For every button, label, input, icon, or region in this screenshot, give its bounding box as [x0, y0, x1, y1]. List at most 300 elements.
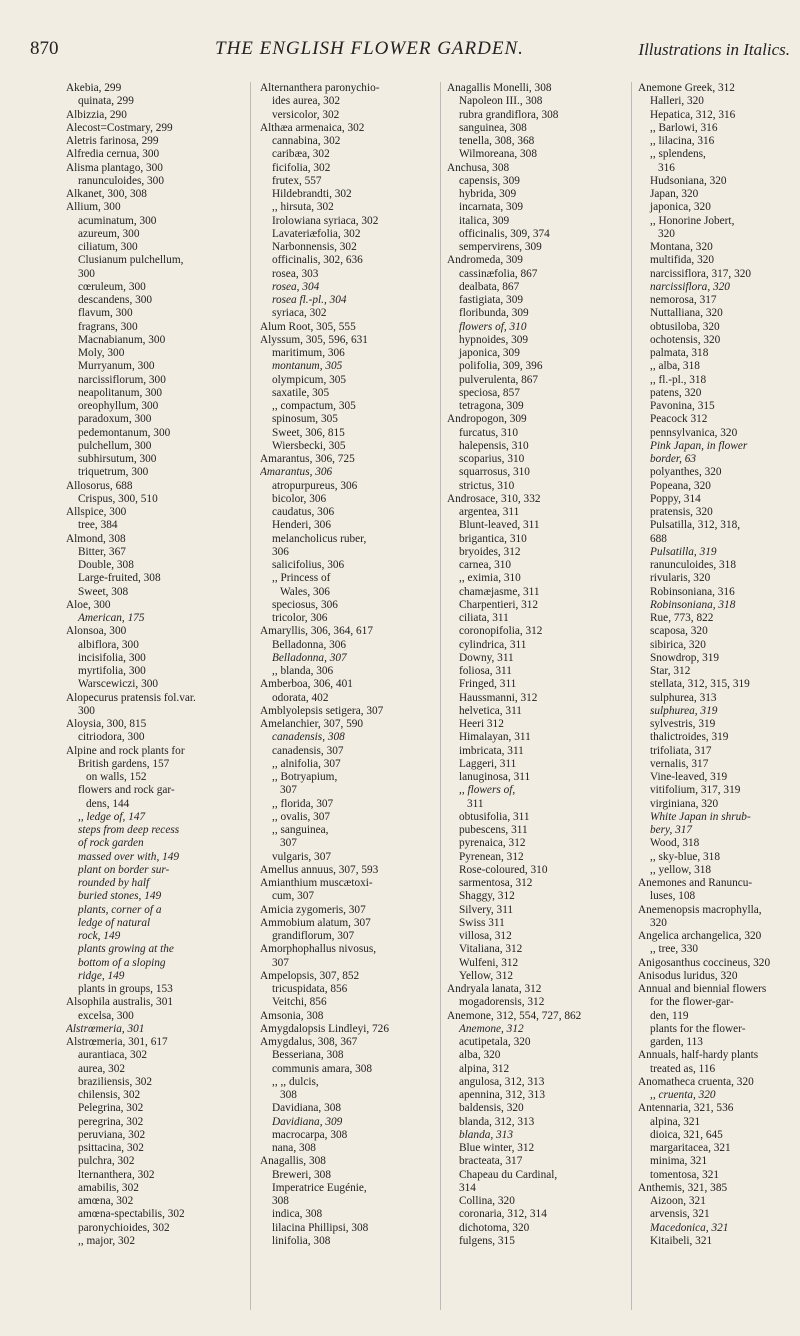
index-entry: peruviana, 302	[78, 1128, 146, 1141]
index-entry: ,, fl.-pl., 318	[650, 373, 707, 386]
index-entry: Aloysia, 300, 815	[66, 718, 147, 730]
index-entry: border, 63	[650, 453, 697, 465]
index-entry: saxatile, 305	[272, 386, 330, 399]
index-entry: odorata, 402	[272, 691, 329, 704]
index-entry: Narbonnensis, 302	[272, 241, 357, 253]
index-entry: acutipetala, 320	[459, 1036, 531, 1048]
index-entry: tricolor, 306	[272, 612, 328, 624]
index-entry: flowers and rock gar-	[78, 784, 175, 797]
index-entry: obtusifolia, 311	[459, 810, 530, 823]
index-entry: Davidiana, 308	[272, 1102, 342, 1115]
index-entry: spinosum, 305	[272, 413, 338, 426]
index-entry: aurea, 302	[78, 1062, 126, 1075]
index-entry: ,, sky-blue, 318	[650, 850, 720, 863]
index-entry: sarmentosa, 312	[459, 877, 533, 889]
index-entry: Anagallis Monelli, 308	[447, 82, 552, 94]
index-entry: Anemone, 312	[459, 1022, 524, 1035]
index-column-1	[66, 82, 241, 1248]
index-entry: Rose-coloured, 310	[459, 863, 548, 876]
index-entry: Amicia zygomeris, 307	[260, 903, 366, 916]
index-entry: amabilis, 302	[78, 1181, 139, 1194]
index-entry: ,, alnifolia, 307	[272, 757, 341, 770]
index-entry: Nuttalliana, 320	[650, 307, 723, 320]
index-entry: carnea, 310	[459, 559, 512, 571]
index-entry: Amarantus, 306, 725	[260, 453, 355, 465]
index-entry: Collina, 320	[459, 1195, 515, 1207]
index-entry: ciliatum, 300	[78, 241, 138, 253]
index-entry: 311	[467, 797, 484, 810]
index-entry: chamæjasme, 311	[459, 585, 540, 598]
index-entry: Amarantus, 306	[260, 466, 333, 479]
index-entry: bryoides, 312	[459, 545, 521, 558]
index-entry: 307	[272, 956, 289, 969]
index-entry: Shaggy, 312	[459, 890, 515, 903]
index-entry: Large-fruited, 308	[78, 572, 161, 585]
index-entry: ledge of natural	[78, 916, 151, 929]
index-entry: Belladonna, 306	[272, 638, 347, 651]
index-entry: Sweet, 306, 815	[272, 426, 345, 439]
index-entry: multifida, 320	[650, 254, 715, 267]
index-entry: sanguinea, 308	[459, 121, 527, 134]
index-entry: ,, sanguinea,	[272, 824, 329, 836]
index-entry: communis amara, 308	[272, 1062, 373, 1075]
index-entry: villosa, 312	[459, 930, 512, 942]
index-entry: Chapeau du Cardinal,	[459, 1168, 558, 1181]
index-entry: Ampelopsis, 307, 852	[260, 969, 360, 982]
index-entry: Amorphophallus nivosus,	[260, 943, 377, 956]
index-entry: narcissiflorum, 300	[78, 373, 166, 386]
index-entry: Macedonica, 321	[650, 1221, 729, 1234]
index-entry: plants in groups, 153	[78, 983, 173, 995]
index-entry: Wiersbecki, 305	[272, 439, 346, 452]
index-entry: aurantiaca, 302	[78, 1049, 148, 1062]
index-entry: ,, yellow, 318	[650, 863, 712, 876]
index-entry: Breweri, 308	[272, 1168, 331, 1181]
index-entry: Vitaliana, 312	[459, 943, 523, 956]
index-entry: nemorosa, 317	[650, 294, 717, 306]
index-entry: ochotensis, 320	[650, 333, 721, 346]
index-entry: salicifolius, 306	[272, 559, 345, 571]
index-entry: fulgens, 315	[459, 1234, 515, 1247]
index-entry: triquetrum, 300	[78, 466, 149, 479]
index-entry: Anemone Greek, 312	[638, 82, 735, 94]
index-entry: ,, Princess of	[272, 572, 331, 585]
index-entry: Pelegrina, 302	[78, 1102, 144, 1115]
index-entry: 300	[78, 267, 95, 280]
index-entry: Blunt-leaved, 311	[459, 519, 540, 532]
section-note: Illustrations in Italics.	[638, 40, 790, 59]
index-entry: White Japan in shrub-	[650, 810, 751, 823]
index-entry: plants growing at the	[78, 943, 174, 956]
index-entry: cassinæfolia, 867	[459, 267, 538, 280]
index-entry: 307	[280, 837, 297, 850]
index-entry: 308	[272, 1195, 289, 1207]
index-entry: speciosa, 857	[459, 386, 520, 399]
index-entry: Pavonina, 315	[650, 400, 715, 412]
index-entry: 306	[272, 545, 289, 558]
index-entry: Davidiana, 309	[272, 1115, 343, 1128]
index-entry: ,, hirsuta, 302	[272, 201, 334, 214]
index-entry: ridge, 149	[78, 969, 125, 982]
index-entry: Wales, 306	[280, 585, 330, 598]
index-entry: 300	[78, 704, 95, 717]
index-entry: myrtifolia, 300	[78, 665, 146, 677]
index-entry: 308	[280, 1089, 297, 1101]
index-entry: alba, 320	[459, 1049, 501, 1062]
index-entry: sulphurea, 319	[650, 704, 718, 717]
index-entry: Robinsoniana, 316	[650, 585, 735, 598]
index-entry: rubra grandiflora, 308	[459, 108, 559, 121]
index-entry: Akebia, 299	[66, 82, 122, 94]
index-entry: Anomatheca cruenta, 320	[638, 1075, 754, 1088]
index-entry: Japan, 320	[650, 188, 699, 200]
index-entry: patens, 320	[650, 386, 702, 399]
index-entry: oreophyllum, 300	[78, 400, 159, 412]
index-entry: fastigiata, 309	[459, 294, 523, 306]
index-entry: Hepatica, 312, 316	[650, 108, 736, 121]
index-entry: Alyssum, 305, 596, 631	[260, 333, 368, 346]
index-entry: vulgaris, 307	[272, 850, 331, 863]
index-entry: arvensis, 321	[650, 1208, 710, 1221]
index-entry: buried stones, 149	[78, 890, 162, 903]
index-entry: subhirsutum, 300	[78, 453, 157, 465]
index-entry: incisifolia, 300	[78, 651, 146, 664]
index-entry: hybrida, 309	[459, 188, 517, 200]
index-entry: virginiana, 320	[650, 797, 719, 810]
index-entry: Murryanum, 300	[78, 360, 155, 373]
index-entry: Sweet, 308	[78, 585, 129, 598]
index-entry: Crispus, 300, 510	[78, 492, 158, 505]
index-entry: blanda, 313	[459, 1128, 513, 1141]
index-entry: Althæa armenaica, 302	[260, 121, 365, 134]
index-entry: rounded by half	[78, 877, 150, 889]
index-entry: macrocarpa, 308	[272, 1128, 348, 1141]
index-entry: rosea fl.-pl., 304	[272, 294, 347, 306]
index-entry: officinalis, 309, 374	[459, 227, 550, 240]
index-entry: Besseriana, 308	[272, 1049, 344, 1062]
index-entry: 320	[650, 916, 667, 929]
index-entry: ,, cruenta, 320	[650, 1089, 716, 1101]
index-entry: Andryala lanata, 312	[447, 983, 542, 995]
index-entry: Napoleon III., 308	[459, 95, 543, 108]
index-entry: apennina, 312, 313	[459, 1089, 545, 1101]
index-entry: massed over with, 149	[78, 850, 180, 863]
running-title: THE ENGLISH FLOWER GARDEN.	[215, 38, 524, 59]
index-entry: Alstrœmeria, 301, 617	[66, 1036, 168, 1048]
index-entry: Andromeda, 309	[447, 254, 523, 267]
index-entry: ,, Botryapium,	[272, 771, 338, 783]
index-entry: cylindrica, 311	[459, 638, 527, 651]
index-entry: plants for the flower-	[650, 1022, 746, 1035]
index-entry: ,, ,, dulcis,	[272, 1075, 319, 1088]
index-entry: tetragona, 309	[459, 400, 524, 412]
index-entry: sibirica, 320	[650, 638, 706, 651]
index-entry: indica, 308	[272, 1208, 323, 1221]
index-entry: Alfredia cernua, 300	[66, 148, 160, 161]
index-entry: Halleri, 320	[650, 95, 704, 108]
index-entry: pratensis, 320	[650, 506, 713, 518]
index-entry: hypnoides, 309	[459, 333, 529, 346]
index-entry: blanda, 312, 313	[459, 1115, 535, 1128]
index-entry: ,, Barlowi, 316	[650, 121, 718, 134]
index-entry: bracteata, 317	[459, 1155, 523, 1168]
index-entry: Anthemis, 321, 385	[638, 1181, 728, 1194]
index-entry: Hudsoniana, 320	[650, 174, 727, 187]
index-entry: atropurpureus, 306	[272, 479, 358, 492]
index-entry: Aizoon, 321	[650, 1195, 706, 1207]
index-entry: polifolia, 309, 396	[459, 360, 543, 373]
index-entry: rosea, 303	[272, 267, 319, 280]
index-entry: Lavateriæfolia, 302	[272, 227, 361, 240]
index-entry: Amelanchier, 307, 590	[260, 718, 364, 730]
index-entry: lanuginosa, 311	[459, 771, 531, 783]
index-entry: Alstrœmeria, 301	[66, 1022, 145, 1035]
index-entry: garden, 113	[650, 1036, 703, 1048]
index-entry: plant on border sur-	[78, 863, 170, 876]
index-entry: rosea, 304	[272, 280, 320, 293]
index-entry: Alsophila australis, 301	[66, 996, 173, 1009]
index-entry: Amsonia, 308	[260, 1009, 324, 1022]
index-entry: olympicum, 305	[272, 373, 347, 386]
index-entry: sulphurea, 313	[650, 691, 717, 704]
index-entry: cœruleum, 300	[78, 280, 146, 293]
index-entry: Yellow, 312	[459, 969, 513, 982]
index-entry: fragrans, 300	[78, 320, 138, 333]
index-entry: pulchellum, 300	[78, 439, 152, 452]
index-entry: ,, blanda, 306	[272, 665, 334, 677]
index-entry: japonica, 309	[459, 347, 520, 359]
index-column-2	[260, 82, 432, 1248]
index-entry: helvetica, 311	[459, 704, 522, 717]
index-column-3	[447, 82, 625, 1248]
index-entry: Annuals, half-hardy plants	[638, 1049, 759, 1062]
index-entry: Wilmoreana, 308	[459, 148, 537, 161]
index-entry: Allium, 300	[66, 201, 121, 214]
index-entry: narcissiflora, 317, 320	[650, 267, 752, 280]
index-entry: sempervirens, 309	[459, 241, 542, 253]
index-entry: argentea, 311	[459, 506, 520, 518]
index-entry: baldensis, 320	[459, 1102, 524, 1115]
index-entry: flavum, 300	[78, 307, 133, 320]
index-entry: Alisma plantago, 300	[66, 161, 163, 174]
index-entry: paradoxum, 300	[78, 413, 152, 426]
index-entry: 316	[658, 161, 675, 174]
index-entry: Ammobium alatum, 307	[260, 916, 371, 929]
index-entry: bottom of a sloping	[78, 956, 166, 969]
index-entry: syriaca, 302	[272, 307, 327, 320]
index-entry: Wood, 318	[650, 837, 700, 850]
index-entry: Amellus annuus, 307, 593	[260, 863, 379, 876]
index-entry: Poppy, 314	[650, 492, 701, 505]
index-entry: Amblyolepsis setigera, 307	[260, 704, 384, 717]
index-entry: Downy, 311	[459, 651, 514, 664]
index-entry: Anisodus luridus, 320	[638, 969, 738, 982]
index-entry: coronaria, 312, 314	[459, 1208, 547, 1221]
index-entry: Aloe, 300	[66, 598, 111, 611]
index-entry: scoparius, 310	[459, 453, 525, 465]
index-column-4	[638, 82, 793, 1248]
index-entry: Pulsatilla, 319	[650, 545, 717, 558]
index-entry: 688	[650, 532, 667, 545]
index-entry: Andropogon, 309	[447, 413, 527, 426]
index-entry: maritimum, 306	[272, 347, 345, 359]
index-entry: Pulsatilla, 312, 318,	[650, 519, 741, 532]
index-entry: 307	[280, 784, 297, 797]
index-entry: Wulfeni, 312	[459, 956, 519, 969]
index-entry: cum, 307	[272, 890, 315, 903]
index-entry: ,, ledge of, 147	[78, 810, 146, 823]
index-entry: Amaryllis, 306, 364, 617	[260, 625, 373, 638]
index-entry: Anemones and Ranuncu-	[638, 877, 753, 889]
index-entry: den, 119	[650, 1009, 689, 1022]
index-entry: Amygdalus, 308, 367	[260, 1036, 358, 1048]
index-entry: dealbata, 867	[459, 280, 520, 293]
index-entry: steps from deep recess	[78, 824, 180, 836]
index-entry: Swiss 311	[459, 916, 505, 929]
index-entry: ,, alba, 318	[650, 360, 700, 373]
index-entry: italica, 309	[459, 214, 510, 227]
index-entry: Star, 312	[650, 665, 691, 677]
index-entry: Rue, 773, 822	[650, 612, 714, 624]
index-entry: frutex, 557	[272, 174, 322, 187]
index-entry: dioica, 321, 645	[650, 1128, 723, 1141]
index-entry: Androsace, 310, 332	[447, 492, 541, 505]
index-entry: Haussmanni, 312	[459, 691, 538, 704]
index-entry: Charpentieri, 312	[459, 598, 539, 611]
index-entry: vitifolium, 317, 319	[650, 784, 741, 797]
index-entry: treated as, 116	[650, 1062, 716, 1075]
index-entry: Anchusa, 308	[447, 161, 510, 174]
index-entry: Silvery, 311	[459, 903, 514, 916]
index-entry: Bitter, 367	[78, 545, 126, 558]
index-entry: Allosorus, 688	[66, 479, 133, 492]
index-entry: Vine-leaved, 319	[650, 771, 728, 783]
index-entry: bicolor, 306	[272, 492, 327, 505]
index-entry: ciliata, 311	[459, 612, 509, 624]
index-entry: caribæa, 302	[272, 148, 330, 161]
index-entry: incarnata, 309	[459, 201, 523, 214]
index-entry: citriodora, 300	[78, 731, 145, 744]
index-entry: pyrenaica, 312	[459, 837, 526, 850]
index-entry: neapolitanum, 300	[78, 386, 163, 399]
index-entry: ,, splendens,	[650, 148, 706, 161]
index-entry: alpina, 321	[650, 1115, 701, 1128]
index-entry: American, 175	[78, 612, 145, 624]
index-entry: Anemenopsis macrophylla,	[638, 903, 762, 916]
index-entry: Aletris farinosa, 299	[66, 135, 159, 147]
index-entry: of rock garden	[78, 837, 144, 850]
index-entry: Alonsoa, 300	[66, 625, 127, 638]
index-entry: Anagallis, 308	[260, 1155, 326, 1168]
index-entry: Amberboa, 306, 401	[260, 678, 353, 691]
index-entry: tenella, 308, 368	[459, 135, 535, 147]
index-entry: scaposa, 320	[650, 625, 708, 638]
index-entry: for the flower-gar-	[650, 996, 734, 1009]
index-entry: foliosa, 311	[459, 665, 512, 677]
index-entry: 320	[658, 227, 675, 240]
column-divider	[250, 82, 251, 1310]
index-entry: melancholicus ruber,	[272, 532, 367, 545]
index-entry: ,, flowers of,	[459, 784, 516, 797]
index-entry: capensis, 309	[459, 174, 520, 187]
index-entry: polyanthes, 320	[650, 466, 722, 479]
index-entry: plants, corner of a	[78, 903, 162, 916]
index-entry: tomentosa, 321	[650, 1168, 720, 1181]
index-entry: versicolor, 302	[272, 108, 340, 121]
index-entry: 314	[459, 1181, 476, 1194]
index-entry: Anemone, 312, 554, 727, 862	[447, 1009, 582, 1022]
index-entry: ,, major, 302	[78, 1234, 135, 1247]
index-entry: Amygdalopsis Lindleyi, 726	[260, 1022, 389, 1035]
index-entry: coronopifolia, 312	[459, 625, 543, 638]
index-entry: lilacina Phillipsi, 308	[272, 1221, 369, 1234]
index-entry: Double, 308	[78, 559, 134, 571]
index-entry: dichotoma, 320	[459, 1221, 530, 1234]
index-entry: ,, ovalis, 307	[272, 810, 331, 823]
index-entry: lternanthera, 302	[78, 1168, 155, 1181]
index-entry: Allspice, 300	[66, 506, 127, 518]
index-entry: peregrina, 302	[78, 1115, 144, 1128]
index-entry: Macnabianum, 300	[78, 333, 166, 346]
index-entry: squarrosus, 310	[459, 466, 530, 479]
index-entry: ranunculoides, 300	[78, 174, 164, 187]
index-entry: imbricata, 311	[459, 744, 524, 757]
index-entry: psittacina, 302	[78, 1142, 144, 1154]
index-entry: Himalayan, 311	[459, 731, 531, 744]
index-entry: brigantica, 310	[459, 532, 527, 545]
index-entry: bery, 317	[650, 824, 693, 836]
index-entry: British gardens, 157	[78, 757, 170, 770]
index-entry: Pink Japan, in flower	[650, 439, 748, 452]
index-entry: acuminatum, 300	[78, 214, 157, 227]
index-entry: ides aurea, 302	[272, 95, 341, 108]
index-entry: minima, 321	[650, 1155, 708, 1168]
index-entry: Kitaibeli, 321	[650, 1234, 713, 1247]
index-entry: Belladonna, 307	[272, 651, 347, 664]
index-entry: sylvestris, 319	[650, 718, 716, 730]
index-entry: floribunda, 309	[459, 307, 529, 320]
index-entry: cannabina, 302	[272, 135, 341, 147]
index-entry: Clusianum pulchellum,	[78, 254, 184, 267]
index-entry: luses, 108	[650, 890, 696, 903]
index-entry: trifoliata, 317	[650, 744, 712, 757]
index-entry: Henderi, 306	[272, 519, 331, 532]
index-entry: Fringed, 311	[459, 678, 517, 691]
index-entry: pulchra, 302	[78, 1155, 135, 1168]
index-entry: dens, 144	[86, 797, 130, 810]
index-entry: Amianthium muscætoxi-	[260, 877, 373, 889]
index-entry: Alum Root, 305, 555	[260, 320, 356, 333]
index-entry: ficifolia, 302	[272, 161, 331, 174]
index-entry: Pyrenean, 312	[459, 850, 524, 863]
index-entry: ranunculoides, 318	[650, 559, 736, 571]
index-entry: descandens, 300	[78, 294, 153, 306]
index-entry: montanum, 305	[272, 360, 343, 373]
index-entry: Veitchi, 856	[272, 996, 327, 1009]
index-entry: narcissiflora, 320	[650, 280, 730, 293]
index-entry: ,, compactum, 305	[272, 400, 356, 412]
index-entry: halepensis, 310	[459, 439, 529, 452]
column-divider	[440, 82, 441, 1310]
index-entry: Hildebrandti, 302	[272, 188, 352, 200]
index-entry: ,, florida, 307	[272, 797, 334, 810]
index-entry: pedemontanum, 300	[78, 426, 171, 439]
index-entry: angulosa, 312, 313	[459, 1075, 545, 1088]
index-entry: paronychioides, 302	[78, 1221, 170, 1234]
index-entry: caudatus, 306	[272, 506, 335, 518]
index-entry: amœna-spectabilis, 302	[78, 1208, 185, 1221]
index-entry: nana, 308	[272, 1142, 316, 1154]
